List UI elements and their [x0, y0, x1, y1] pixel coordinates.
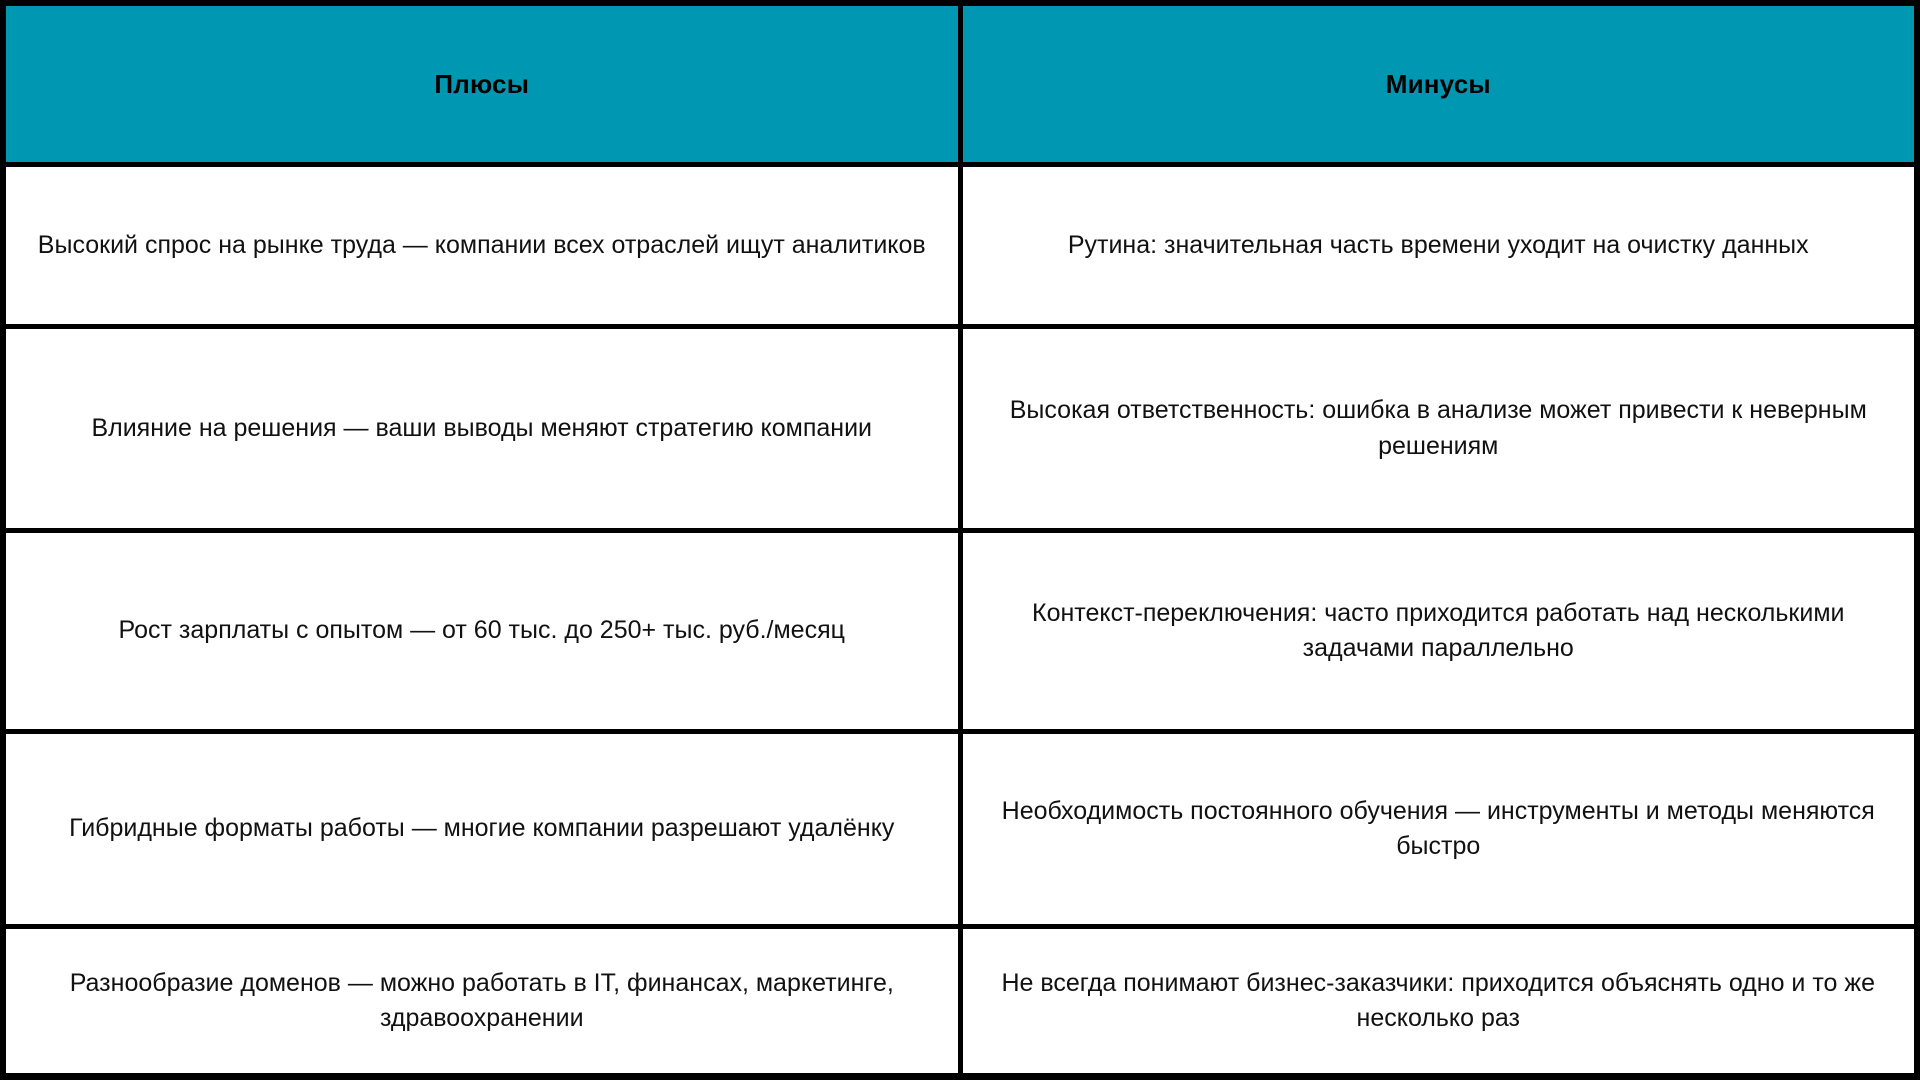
- table-cell-pros-row5: Разнообразие доменов — можно работать в IT, финансах, маркетинге, здравоохранении: [6, 929, 958, 1073]
- table-cell-pros-row2: Влияние на решения — ваши выводы меняют стратегию компании: [6, 329, 958, 528]
- table-cell-pros-row4: Гибридные форматы работы — многие компании разрешают удалёнку: [6, 734, 958, 924]
- table-cell-cons-row5: Не всегда понимают бизнес-заказчики: приходится объяснять одно и то же несколько раз: [963, 929, 1915, 1073]
- table-cell-pros-row1: Высокий спрос на рынке труда — компании всех отраслей ищут аналитиков: [6, 167, 958, 324]
- table-cell-pros-row3: Рост зарплаты с опытом — от 60 тыс. до 250+ тыс. руб./месяц: [6, 533, 958, 729]
- table-header-pros: Плюсы: [6, 6, 958, 162]
- table-cell-cons-row1: Рутина: значительная часть времени уходит на очистку данных: [963, 167, 1915, 324]
- table-header-cons: Минусы: [963, 6, 1915, 162]
- table-cell-cons-row4: Необходимость постоянного обучения — инструменты и методы меняются быстро: [963, 734, 1915, 924]
- table-cell-cons-row2: Высокая ответственность: ошибка в анализе может привести к неверным решениям: [963, 329, 1915, 528]
- table-cell-cons-row3: Контекст-переключения: часто приходится работать над несколькими задачами параллельно: [963, 533, 1915, 729]
